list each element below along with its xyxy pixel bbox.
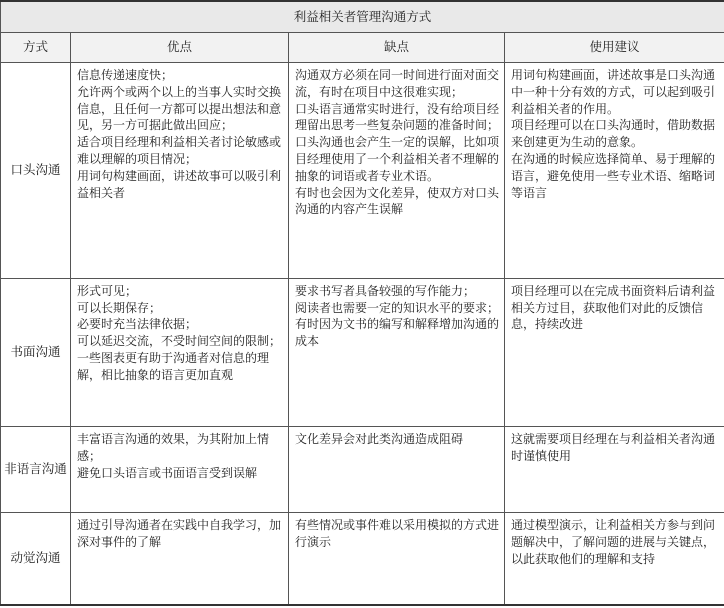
advice-cell bbox=[505, 427, 724, 513]
cons-line: 有时也会因为文化差异，使双方对口头沟通的内容产生误解 bbox=[295, 185, 500, 217]
method-cell: 动觉沟通 bbox=[1, 513, 71, 605]
cons-line: 口头语言通常实时进行，没有给项目经理留出思考一些复杂问题的准备时间； bbox=[295, 101, 500, 133]
cons-cell bbox=[289, 63, 505, 279]
header-pros: 优点 bbox=[71, 33, 289, 63]
pros-cell bbox=[71, 278, 289, 427]
advice-line: 用词句构建画面，讲述故事是口头沟通中一种十分有效的方式，可以起到吸引利益相关者的作用。 bbox=[511, 68, 716, 116]
pros-line: 适合项目经理和利益相关者讨论敏感或难以理解的项目情况； bbox=[77, 135, 282, 166]
cons-line: 要求书写者具备较强的写作能力； bbox=[295, 283, 476, 298]
pros-line: 可以延迟交流，不受时间空间的限制； bbox=[77, 334, 282, 349]
cons-cell bbox=[289, 513, 505, 605]
advice-cell bbox=[505, 513, 724, 605]
table-row bbox=[1, 427, 724, 513]
pros-cell bbox=[71, 427, 289, 513]
advice-line: 这就需要项目经理在与利益相关者沟通时谨慎使用 bbox=[511, 432, 716, 464]
table-row bbox=[1, 63, 724, 279]
advice-line: 项目经理可以在口头沟通时，借助数据来创建更为生动的意象。 bbox=[511, 118, 716, 150]
method-cell: 书面沟通 bbox=[1, 278, 71, 427]
table-row bbox=[1, 513, 724, 605]
header-row bbox=[1, 33, 724, 63]
advice-line: 在沟通的时候应选择简单、易于理解的语言，避免使用一些专业术语、缩略词等语言 bbox=[511, 151, 716, 200]
pros-line: 丰富语言沟通的效果，为其附加上情感； bbox=[77, 432, 270, 464]
method-cell: 非语言沟通 bbox=[1, 427, 71, 513]
pros-line: 可以长期保存； bbox=[77, 300, 162, 315]
header-cons: 缺点 bbox=[289, 33, 505, 63]
advice-line: 项目经理可以在完成书面资料后请利益相关方过目，获取他们对此的反馈信息，持续改进 bbox=[511, 283, 716, 332]
cons-line: 阅读者也需要一定的知识水平的要求； bbox=[295, 300, 500, 315]
cons-cell bbox=[289, 278, 505, 427]
advice-line: 通过模型演示，让利益相关方参与到问题解决中，了解问题的进展与关键点，以此获取他们的理解和支持 bbox=[511, 518, 716, 566]
pros-line: 信息传递速度快； bbox=[77, 68, 174, 82]
cons-line: 口头沟通也会产生一定的误解，比如项目经理使用了一个利益相关者不理解的抽象的词语或者专业术语。 bbox=[295, 135, 500, 183]
pros-line: 一些图表更有助于沟通者对信息的理解，相比抽象的语言更加直观 bbox=[77, 350, 270, 382]
header-advice: 使用建议 bbox=[505, 33, 724, 63]
pros-cell bbox=[71, 63, 289, 279]
cons-line: 文化差异会对此类沟通造成阻碍 bbox=[295, 432, 464, 447]
advice-cell bbox=[505, 63, 724, 279]
pros-line: 允许两个或两个以上的当事人实时交换信息，且任何一方都可以提出想法和意见，另一方可据此做出回应； bbox=[77, 84, 282, 133]
pros-cell bbox=[71, 513, 289, 605]
cons-cell bbox=[289, 427, 505, 513]
pros-line: 避免口头语言或书面语言受到误解 bbox=[77, 466, 258, 481]
pros-line: 形式可见； bbox=[77, 283, 138, 298]
table-title: 利益相关者管理沟通方式 bbox=[1, 1, 724, 33]
cons-line: 沟通双方必须在同一时间进行面对面交流，有时在项目中这很难实现； bbox=[295, 68, 500, 99]
cons-line: 有时因为文书的编写和解释增加沟通的成本 bbox=[295, 317, 500, 349]
pros-line: 用词句构建画面，讲述故事可以吸引利益相关者 bbox=[77, 168, 282, 200]
table-row bbox=[1, 278, 724, 427]
advice-cell bbox=[505, 278, 724, 427]
cons-line: 有些情况或事件难以采用模拟的方式进行演示 bbox=[295, 518, 500, 550]
pros-line: 通过引导沟通者在实践中自我学习，加深对事件的了解 bbox=[77, 518, 282, 550]
header-method: 方式 bbox=[1, 33, 71, 63]
pros-line: 必要时充当法律依据； bbox=[77, 317, 198, 332]
method-cell: 口头沟通 bbox=[1, 63, 71, 279]
